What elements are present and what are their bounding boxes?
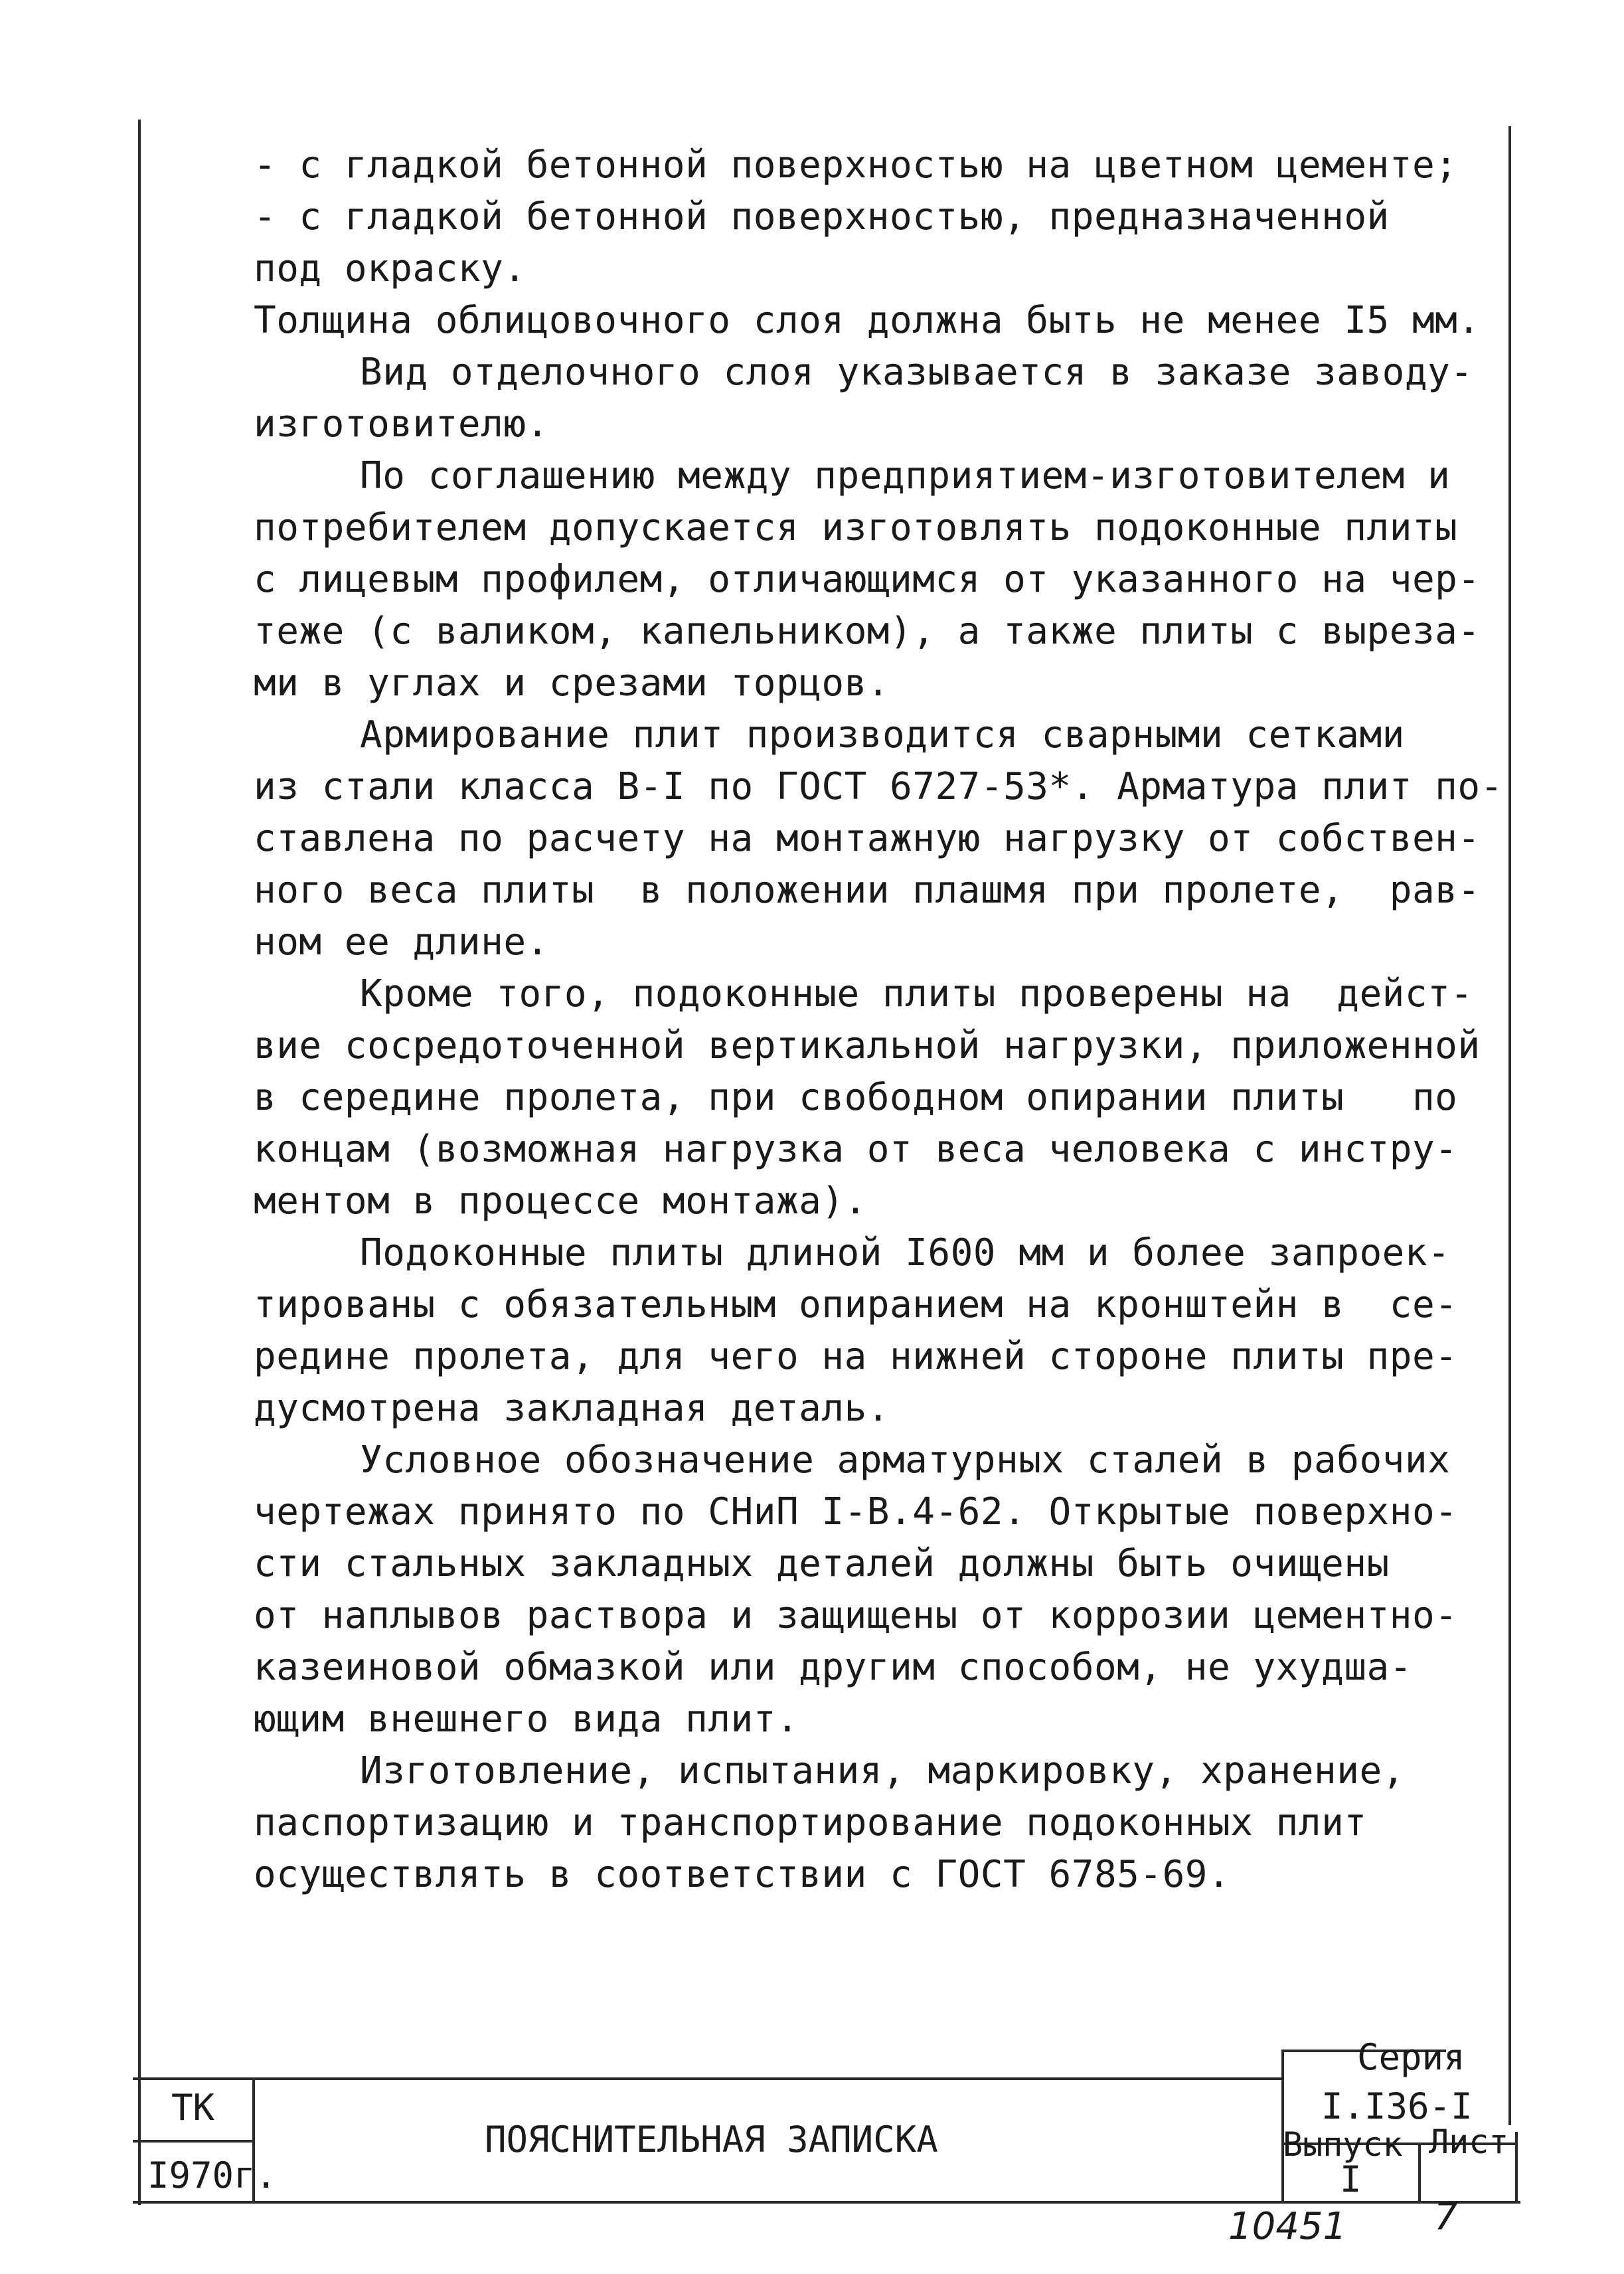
stamp-title: ПОЯСНИТЕЛЬНАЯ ЗАПИСКА	[485, 2119, 938, 2160]
stamp-rule	[133, 2201, 1520, 2204]
text-line: Подоконные плиты длиной I600 мм и более запроек-	[360, 1231, 1451, 1274]
text-line: концам (возможная нагрузка от веса человека с инстру-	[254, 1128, 1458, 1171]
text-line: редине пролета, для чего на нижней стороне плиты пре-	[254, 1335, 1458, 1378]
text-line: Изготовление, испытания, маркировку, хранение,	[360, 1749, 1405, 1793]
text-line: теже (с валиком, капельником), а также плиты с выреза-	[254, 610, 1481, 653]
stamp-issue-label: Выпуск	[1283, 2125, 1403, 2164]
text-line: - с гладкой бетонной поверхностью на цветном цементе;	[254, 143, 1458, 187]
text-line: в середине пролета, при свободном опирании плиты по	[254, 1076, 1458, 1119]
title-block-stamp	[133, 2036, 1520, 2205]
stamp-rule	[1418, 2143, 1421, 2204]
text-line: Кроме того, подоконные плиты проверены на дейст-	[360, 972, 1473, 1015]
text-line: тированы с обязательным опиранием на кронштейн в се-	[254, 1283, 1458, 1326]
text-line: с лицевым профилем, отличающимся от указанного на чер-	[254, 558, 1481, 601]
text-line: ного веса плиты в положении плашмя при пролете, рав-	[254, 869, 1481, 912]
text-line: чертежах принято по СНиП I-В.4-62. Открытые поверхно-	[254, 1490, 1458, 1533]
text-line: паспортизацию и транспортирование подоконных плит	[254, 1801, 1367, 1844]
stamp-sheet-label: Лист	[1429, 2123, 1509, 2161]
text-line: изготовителю.	[254, 402, 549, 446]
text-line: под окраску.	[254, 247, 527, 290]
text-line: ном ее длине.	[254, 920, 549, 964]
text-line: от наплывов раствора и защищены от коррозии цементно-	[254, 1594, 1458, 1637]
text-line: казеиновой обмазкой или другим способом, не ухудша-	[254, 1646, 1412, 1689]
handwritten-doc-number: 10451	[1228, 2205, 1347, 2248]
text-line: Вид отделочного слоя указывается в заказе заводу-	[360, 351, 1473, 394]
handwritten-sheet-number: 7	[1434, 2196, 1458, 2239]
text-line: потребителем допускается изготовлять подоконные плиты	[254, 506, 1458, 549]
stamp-org: ТК	[171, 2087, 215, 2129]
text-line: По соглашению между предприятием-изготовителем и	[360, 454, 1451, 497]
stamp-year: I970г.	[147, 2154, 278, 2196]
text-line: сти стальных закладных деталей должны быть очищены	[254, 1542, 1390, 1585]
text-line: осуществлять в соответствии с ГОСТ 6785-69.	[254, 1853, 1231, 1896]
stamp-series-label: Серия	[1357, 2036, 1465, 2078]
document-body	[254, 139, 1503, 1901]
text-line: Условное обозначение арматурных сталей в рабочих	[360, 1439, 1451, 1482]
page-border-left	[138, 120, 141, 2205]
text-line: Толщина облицовочного слоя должна быть не менее I5 мм.	[254, 299, 1481, 342]
page-border-right	[1508, 126, 1511, 2125]
text-line: ми в углах и срезами торцов.	[254, 661, 890, 705]
text-line: ющим внешнего вида плит.	[254, 1698, 799, 1741]
stamp-rule	[133, 2077, 1281, 2080]
stamp-series-value: I.I36-I	[1321, 2085, 1473, 2127]
text-line: дусмотрена закладная деталь.	[254, 1387, 890, 1430]
text-line: ставлена по расчету на монтажную нагрузку от собствен-	[254, 817, 1481, 860]
text-line: - с гладкой бетонной поверхностью, предназначенной	[254, 195, 1390, 238]
text-line: из стали класса В-I по ГОСТ 6727-53*. Арматура плит по-	[254, 765, 1503, 808]
stamp-rule	[133, 2140, 252, 2143]
text-line: вие сосредоточенной вертикальной нагрузки, приложенной	[254, 1024, 1481, 1067]
stamp-issue-value: I	[1340, 2158, 1362, 2200]
text-line: Армирование плит производится сварными сетками	[360, 713, 1405, 756]
text-line: ментом в процессе монтажа).	[254, 1180, 867, 1223]
